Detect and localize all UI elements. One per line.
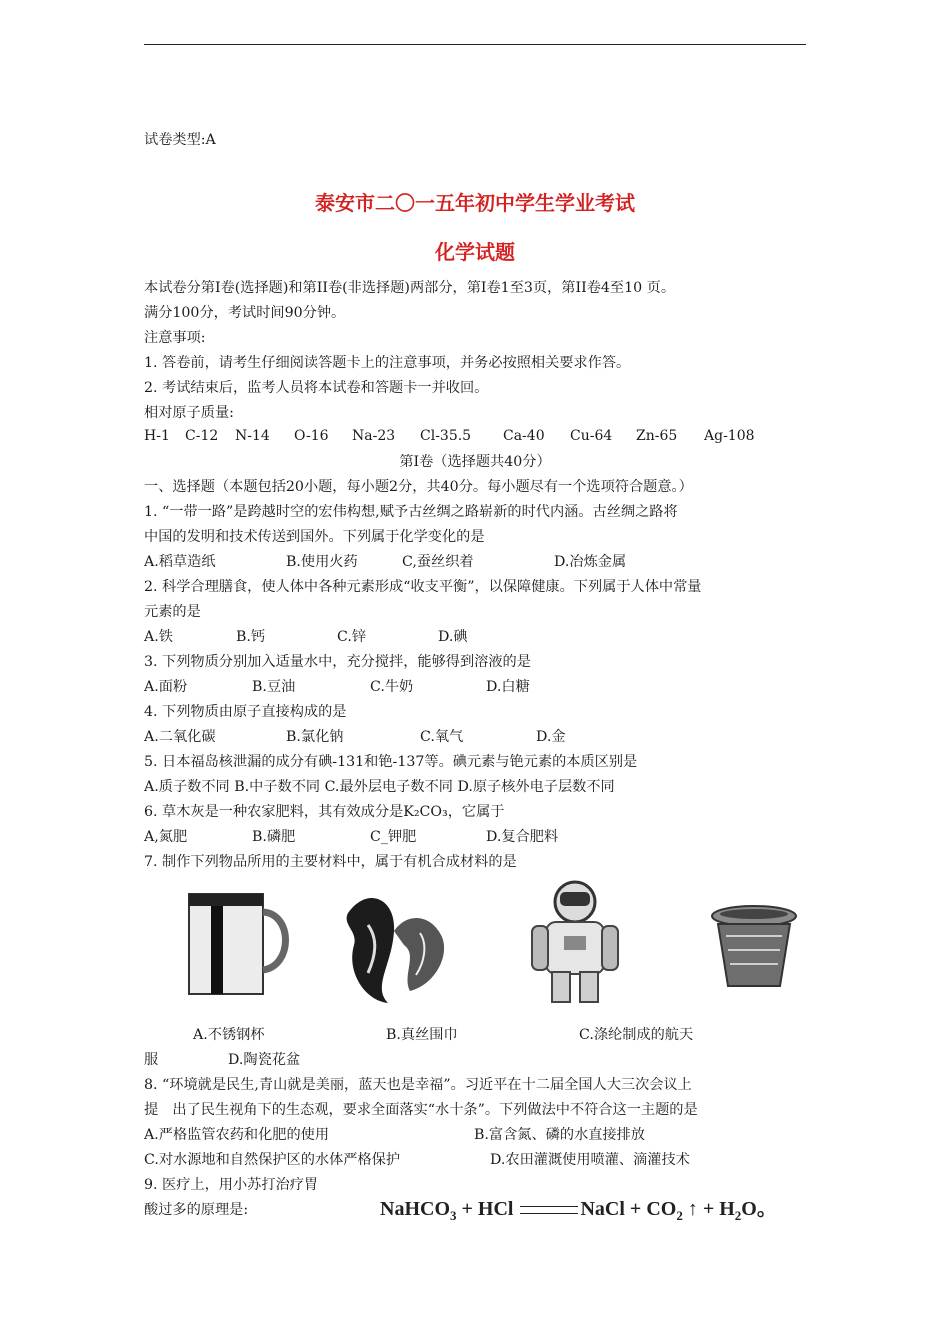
q1-option-d: D.冶炼金属 (554, 554, 627, 570)
q3-option-a: A.面粉 (144, 679, 188, 695)
eq-product-2: CO (646, 1198, 677, 1220)
note-2: 2. 考试结束后，监考人员将本试卷和答题卡一并收回。 (144, 380, 489, 396)
q3-option-d: D.白糖 (486, 679, 530, 695)
question-3: 3. 下列物质分别加入适量水中，充分搅拌，能够得到溶液的是 (144, 654, 531, 670)
page-title: 泰安市二〇一五年初中学生学业考试 (315, 191, 635, 215)
q2-option-d: D.碘 (438, 629, 468, 645)
eq-plus-2: + (629, 1198, 642, 1220)
eq-plus-1: + (461, 1198, 473, 1220)
intro-line-1: 本试卷分第I卷(选择题)和第II卷(非选择题)两部分，第I卷1至3页，第II卷4至10 页。 (144, 280, 676, 296)
q2-option-a: A.铁 (144, 629, 173, 645)
eq-reactant-1-sub: 3 (450, 1208, 457, 1223)
question-7: 7. 制作下列物品所用的主要材料中，属于有机合成材料的是 (144, 854, 517, 870)
eq-product-3-sub: 2 (734, 1208, 742, 1223)
mass-ag: Ag-108 (704, 428, 755, 444)
q8-option-d: D.农田灌溉使用喷灌、滴灌技术 (490, 1152, 690, 1168)
question-6: 6. 草木灰是一种农家肥料，其有效成分是K₂CO₃，它属于 (144, 804, 505, 820)
eq-product-3-end: O。 (741, 1198, 777, 1220)
q1-option-a: A.稻草造纸 (144, 554, 216, 570)
question-1-line-1: 1. “一带一路”是跨越时空的宏伟构想,赋予古丝绸之路崭新的时代内涵。古丝绸之路将 (144, 504, 678, 520)
mass-zn: Zn-65 (636, 428, 678, 444)
q3-option-c: C.牛奶 (370, 679, 414, 695)
mass-cu: Cu-64 (570, 428, 613, 444)
eq-product-2-sub: 2 (676, 1208, 683, 1223)
notes-heading: 注意事项: (144, 330, 206, 346)
question-8-line-1: 8. “环境就是民生,青山就是美丽，蓝天也是幸福”。习近平在十二届全国人大三次会议上 (144, 1077, 692, 1093)
eq-reactant-2: HCl (477, 1198, 514, 1220)
q2-option-c: C.锌 (337, 629, 367, 645)
mass-ca: Ca-40 (503, 428, 545, 444)
eq-reactant-1: NaHCO (380, 1198, 450, 1220)
q2-option-b: B.钙 (236, 629, 266, 645)
chemical-equation (380, 1192, 777, 1224)
mass-n: N-14 (235, 428, 270, 444)
question-5: 5. 日本福岛核泄漏的成分有碘-131和铯-137等。碘元素与铯元素的本质区别是 (144, 754, 638, 770)
q7-option-c-continued: 服 (144, 1052, 159, 1068)
note-1: 1. 答卷前，请考生仔细阅读答题卡上的注意事项，并务必按照相关要求作答。 (144, 355, 631, 371)
q7-option-c: C.涤纶制成的航天 (579, 1027, 694, 1043)
q7-option-d: D.陶瓷花盆 (228, 1052, 301, 1068)
q8-option-c: C.对水源地和自然保护区的水体严格保护 (144, 1152, 401, 1168)
eq-product-3: H (719, 1198, 735, 1220)
question-8-line-2: 提 出了民生视角下的生态观，要求全面落实“水十条”。下列做法中不符合这一主题的是 (144, 1102, 698, 1118)
question-2-line-1: 2. 科学合理膳食，使人体中各种元素形成“收支平衡”，以保障健康。下列属于人体中常量 (144, 579, 702, 595)
part-heading: 一、选择题（本题包括20小题，每小题2分，共40分。每小题尽有一个选项符合题意。） (144, 479, 693, 495)
scarf-image (338, 885, 456, 1007)
q4-option-a: A.二氧化碳 (144, 729, 216, 745)
page-subtitle: 化学试题 (435, 240, 515, 264)
q6-option-a: A,氮肥 (144, 829, 188, 845)
atomic-mass-heading: 相对原子质量: (144, 405, 234, 421)
q1-option-b: B.使用火药 (286, 554, 358, 570)
q4-option-b: B.氯化钠 (286, 729, 344, 745)
mug-image (185, 888, 300, 1000)
eq-product-1: NaCl (580, 1198, 625, 1220)
question-4: 4. 下列物质由原子直接构成的是 (144, 704, 347, 720)
question-1-line-2: 中国的发明和技术传送到国外。下列属于化学变化的是 (144, 529, 485, 545)
eq-plus-3: + (702, 1198, 715, 1220)
question-9-line-2: 酸过多的原理是: (144, 1202, 249, 1218)
q1-option-c: C,蚕丝织着 (402, 554, 474, 570)
q6-option-d: D.复合肥料 (486, 829, 559, 845)
mass-c: C-12 (185, 428, 219, 444)
q4-option-d: D.金 (536, 729, 566, 745)
mass-o: O-16 (294, 428, 329, 444)
q6-option-c: C_钾肥 (370, 829, 417, 845)
mass-cl: Cl-35.5 (420, 428, 472, 444)
q4-option-c: C.氧气 (420, 729, 464, 745)
question-2-line-2: 元素的是 (144, 604, 201, 620)
q6-option-b: B.磷肥 (252, 829, 296, 845)
eq-gas-arrow: ↑ (687, 1198, 698, 1220)
intro-line-2: 满分100分，考试时间90分钟。 (144, 305, 346, 321)
q8-option-a: A.严格监管农药和化肥的使用 (144, 1127, 330, 1143)
q3-option-b: B.豆油 (252, 679, 296, 695)
section-title: 第I卷（选择题共40分） (399, 454, 551, 470)
flowerpot-image (708, 902, 800, 992)
q8-option-b: B.富含氮、磷的水直接排放 (474, 1127, 645, 1143)
exam-type: 试卷类型:A (144, 132, 216, 148)
q5-options: A.质子数不同 B.中子数不同 C.最外层电子数不同 D.原子核外电子层数不同 (144, 779, 615, 795)
q7-option-a: A.不锈钢杯 (193, 1027, 265, 1043)
mass-na: Na-23 (352, 428, 396, 444)
eq-double-line (520, 1206, 578, 1214)
q7-option-b: B.真丝围巾 (386, 1027, 458, 1043)
mass-h: H-1 (144, 428, 170, 444)
spacesuit-image (520, 878, 630, 1006)
header-rule (144, 44, 806, 45)
question-9-line-1: 9. 医疗上，用小苏打治疗胃 (144, 1177, 319, 1193)
